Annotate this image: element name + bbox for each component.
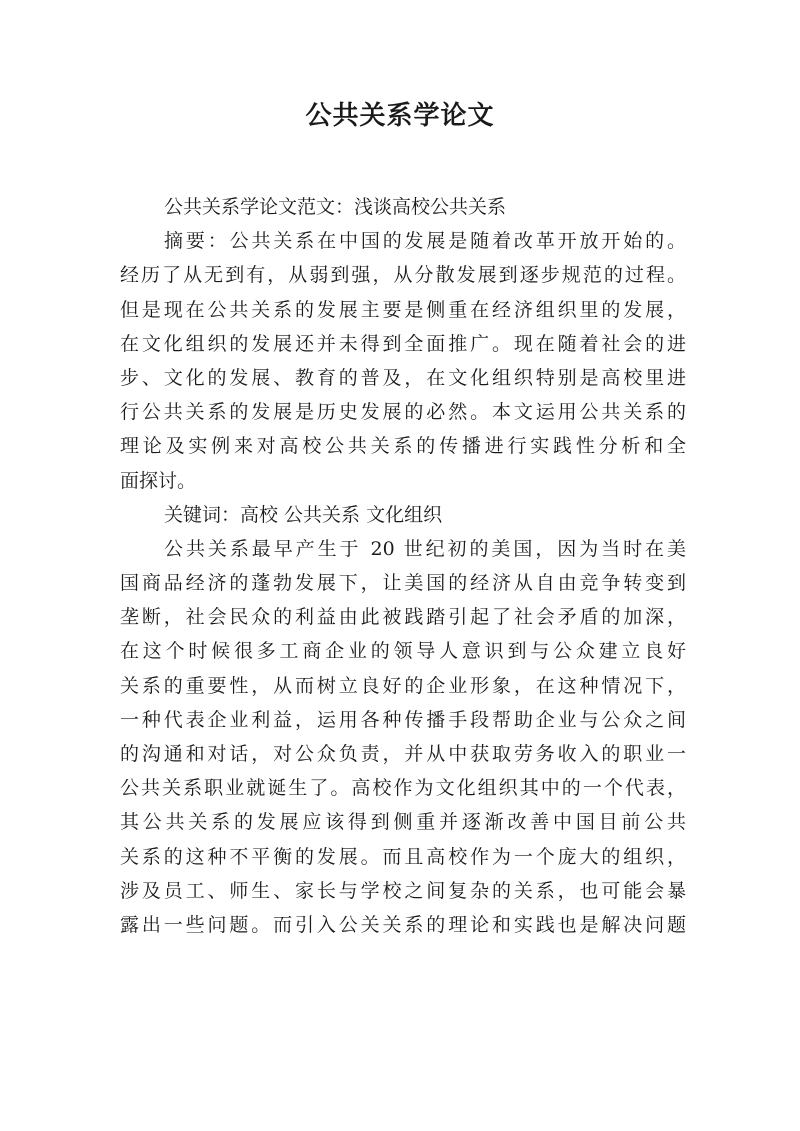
body-line: 理论及实例来对高校公共关系的传播进行实践性分析和全: [120, 435, 686, 458]
body-line: 公共关系学论文范文：浅谈高校公共关系: [164, 196, 507, 218]
body-line: 在这个时候很多工商企业的领导人意识到与公众建立良好: [120, 640, 686, 663]
body-line: 关系的这种不平衡的发展。而且高校作为一个庞大的组织，: [120, 845, 686, 868]
body-line: 经历了从无到有，从弱到强，从分散发展到逐步规范的过程。: [120, 264, 686, 287]
body-line: 步、文化的发展、教育的普及，在文化组织特别是高校里进: [120, 366, 686, 389]
body-line: 关系的重要性，从而树立良好的企业形象，在这种情况下，: [120, 674, 686, 697]
body-line: 行公共关系的发展是历史发展的必然。本文运用公共关系的: [120, 401, 686, 424]
body-line: 其公共关系的发展应该得到侧重并逐渐改善中国目前公共: [120, 811, 686, 834]
body-line: 公共关系职业就诞生了。高校作为文化组织其中的一个代表，: [120, 777, 686, 800]
body-line: 涉及员工、师生、家长与学校之间复杂的关系，也可能会暴: [120, 879, 686, 902]
body-line: 关键词：高校 公共关系 文化组织: [164, 503, 443, 526]
body-line: 公共关系最早产生于 20 世纪初的美国，因为当时在美: [164, 537, 686, 560]
body-line: 垄断，社会民众的利益由此被践踏引起了社会矛盾的加深，: [120, 606, 686, 629]
document-body: [120, 190, 686, 942]
body-line: 面探讨。: [120, 469, 197, 492]
body-line: 的沟通和对话，对公众负责，并从中获取劳务收入的职业一: [120, 743, 686, 765]
body-line: 摘要：公共关系在中国的发展是随着改革开放开始的。: [164, 230, 686, 253]
body-line: 但是现在公共关系的发展主要是侧重在经济组织里的发展，: [120, 298, 686, 321]
body-line: 国商品经济的蓬勃发展下，让美国的经济从自由竞争转变到: [120, 572, 686, 595]
body-line: 露出一些问题。而引入公关关系的理论和实践也是解决问题: [120, 913, 686, 936]
body-line: 一种代表企业利益，运用各种传播手段帮助企业与公众之间: [120, 708, 686, 731]
document-title: 公共关系学论文: [305, 101, 495, 131]
body-line: 在文化组织的发展还并未得到全面推广。现在随着社会的进: [120, 332, 686, 355]
